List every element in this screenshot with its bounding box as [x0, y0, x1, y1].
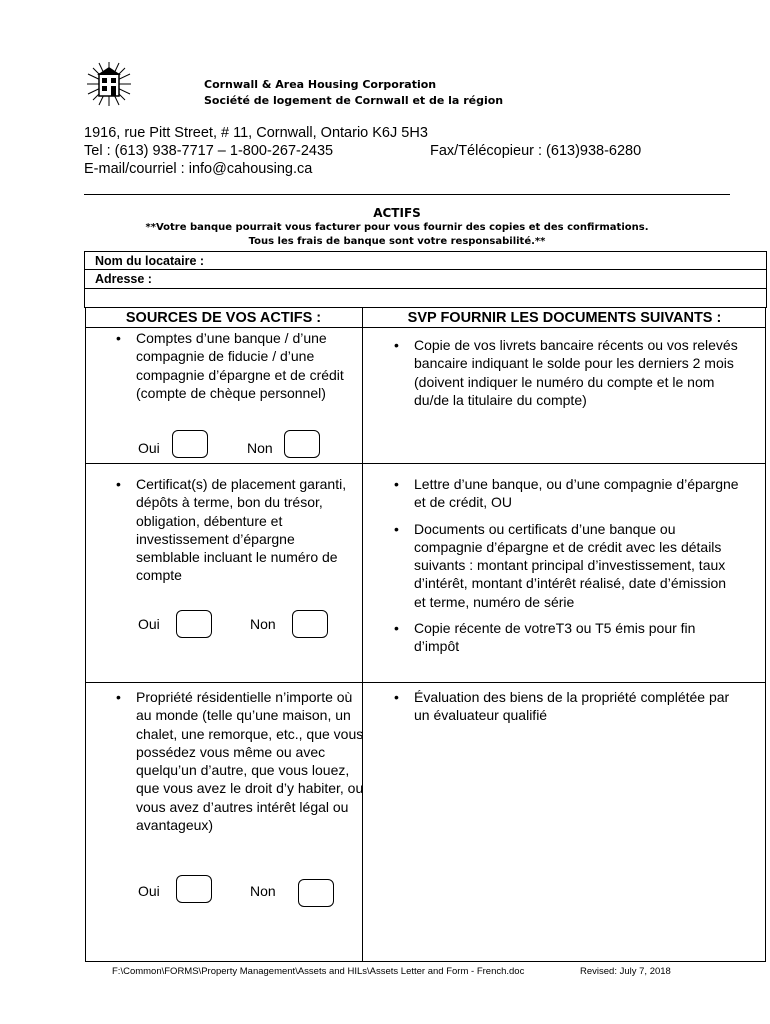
organization-logo	[85, 60, 133, 108]
telephone: Tel : (613) 938-7717 – 1-800-267-2435	[84, 143, 334, 159]
row2-doc1-text: Lettre d’une banque, ou d’une compagnie d’épargne et de crédit, OU	[414, 476, 739, 511]
revised-date: Revised: July 7, 2018	[580, 966, 671, 977]
header-divider	[84, 194, 730, 195]
row1-no-label: Non	[247, 440, 273, 456]
row1-yes-checkbox[interactable]	[172, 430, 208, 458]
list-item: • Documents ou certificats d’une banque ou compagnie d’épargne et de crédit avec les détails suivants : montant principal d’investissement, taux d’intérêt, montant d’intérêt réalisé, date d’émission et terme, numéro de série	[394, 520, 727, 610]
row1-source-list	[112, 329, 357, 402]
list-item: • Lettre d’une banque, ou d’une compagnie d’épargne et de crédit, OU	[394, 476, 739, 511]
row2-source-text: Certificat(s) de placement garanti, dépôts à terme, bon du trésor, obligation, débenture et investissement d’épargne semblable incluant le numéro de compte	[136, 476, 347, 584]
header-row-bottom	[85, 327, 766, 328]
list-item: • Certificat(s) de placement garanti, dépôts à terme, bon du trésor, obligation, débenture et investissement d’épargne semblable incluant le numéro de compte	[116, 476, 347, 584]
address-field[interactable]	[84, 269, 767, 289]
org-name-en: Cornwall & Area Housing Corporation	[204, 78, 437, 91]
form-title: ACTIFS	[373, 206, 421, 220]
email: E-mail/courriel : info@cahousing.ca	[84, 161, 313, 177]
row1-source-text: Comptes d’une banque / d’une compagnie de fiducie / d’une compagnie d’épargne et de crédit (compte de chèque personnel)	[136, 330, 344, 401]
file-path: F:\Common\FORMS\Property Management\Assets and HILs\Assets Letter and Form - French.doc	[112, 966, 525, 977]
row1-yes-label: Oui	[138, 440, 160, 456]
blank-field[interactable]	[84, 288, 767, 308]
list-item: • Évaluation des biens de la propriété complétée par un évaluateur qualifié	[394, 689, 730, 724]
org-name-fr: Société de logement de Cornwall et de la région	[204, 94, 504, 107]
row2-yes-checkbox[interactable]	[176, 610, 212, 638]
list-item: • Propriété résidentielle n’importe où au monde (telle qu’une maison, un chalet, une remorque, etc., que vous possédez vous même ou avec quelqu’un d’autre, que vous louez, que vous avez le droit d’y habiter, ou vous avez d’autres intérêt légal ou avantageux)	[116, 689, 364, 834]
row1-bottom	[85, 463, 766, 464]
row3-yes-checkbox[interactable]	[176, 875, 212, 903]
fax: Fax/Télécopieur : (613)938-6280	[430, 143, 642, 159]
bank-fee-note-line2: Tous les frais de banque sont votre responsabilité.**	[248, 236, 546, 247]
list-item: • Copie récente de votreT3 ou T5 émis pour fin d’impôt	[394, 620, 696, 655]
row3-yes-label: Oui	[138, 883, 160, 899]
row3-docs-list	[390, 688, 740, 725]
list-item: • Copie de vos livrets bancaire récents ou vos relevés bancaire indiquant le solde pour les derniers 2 mois (doivent indiquer le numéro du compte et le nom du/de la titulaire du compte)	[394, 337, 738, 408]
row3-no-checkbox[interactable]	[298, 879, 334, 907]
row3-source-list	[112, 688, 367, 834]
tenant-name-field[interactable]	[84, 251, 767, 270]
row3-doc1-text: Évaluation des biens de la propriété complétée par un évaluateur qualifié	[414, 689, 730, 724]
row1-no-checkbox[interactable]	[284, 430, 320, 458]
row2-source-list	[112, 475, 362, 585]
row2-doc2-text: Documents ou certificats d’une banque ou compagnie d’épargne et de crédit avec les détails suivants : montant principal d’investissement, taux d’intérêt, montant d’intérêt réalisé, date d’émission et terme, numéro de série	[414, 520, 727, 610]
row2-no-label: Non	[250, 616, 276, 632]
address-label: Adresse :	[95, 272, 152, 286]
row2-no-checkbox[interactable]	[292, 610, 328, 638]
row2-yes-label: Oui	[138, 616, 160, 632]
row2-bottom	[85, 682, 766, 683]
row3-no-label: Non	[250, 883, 276, 899]
row2-docs-list	[390, 475, 740, 656]
row1-docs-list	[390, 336, 740, 409]
row1-doc1-text: Copie de vos livrets bancaire récents ou vos relevés bancaire indiquant le solde pour les derniers 2 mois (doivent indiquer le numéro du compte et le nom du/de la titulaire du compte)	[414, 337, 738, 408]
row2-doc3-text: Copie récente de votreT3 ou T5 émis pour fin d’impôt	[414, 620, 696, 655]
sources-column-header: SOURCES DE VOS ACTIFS :	[125, 310, 322, 326]
column-divider	[362, 308, 363, 962]
documents-column-header: SVP FOURNIR LES DOCUMENTS SUIVANTS :	[407, 310, 722, 326]
bank-fee-note-line1: **Votre banque pourrait vous facturer pour vous fournir des copies et des confirmations.	[145, 222, 649, 233]
list-item: • Comptes d’une banque / d’une compagnie de fiducie / d’une compagnie d’épargne et de crédit (compte de chèque personnel)	[116, 330, 344, 401]
tenant-name-label: Nom du locataire :	[95, 254, 205, 268]
street-address: 1916, rue Pitt Street, # 11, Cornwall, Ontario K6J 5H3	[84, 125, 428, 141]
row3-source-text: Propriété résidentielle n’importe où au monde (telle qu’une maison, un chalet, une remorque, etc., que vous possédez vous même ou avec quelqu’un d’autre, que vous louez, que vous avez le droit d’y habiter, ou vous avez d’autres intérêt légal ou avantageux)	[136, 689, 364, 834]
